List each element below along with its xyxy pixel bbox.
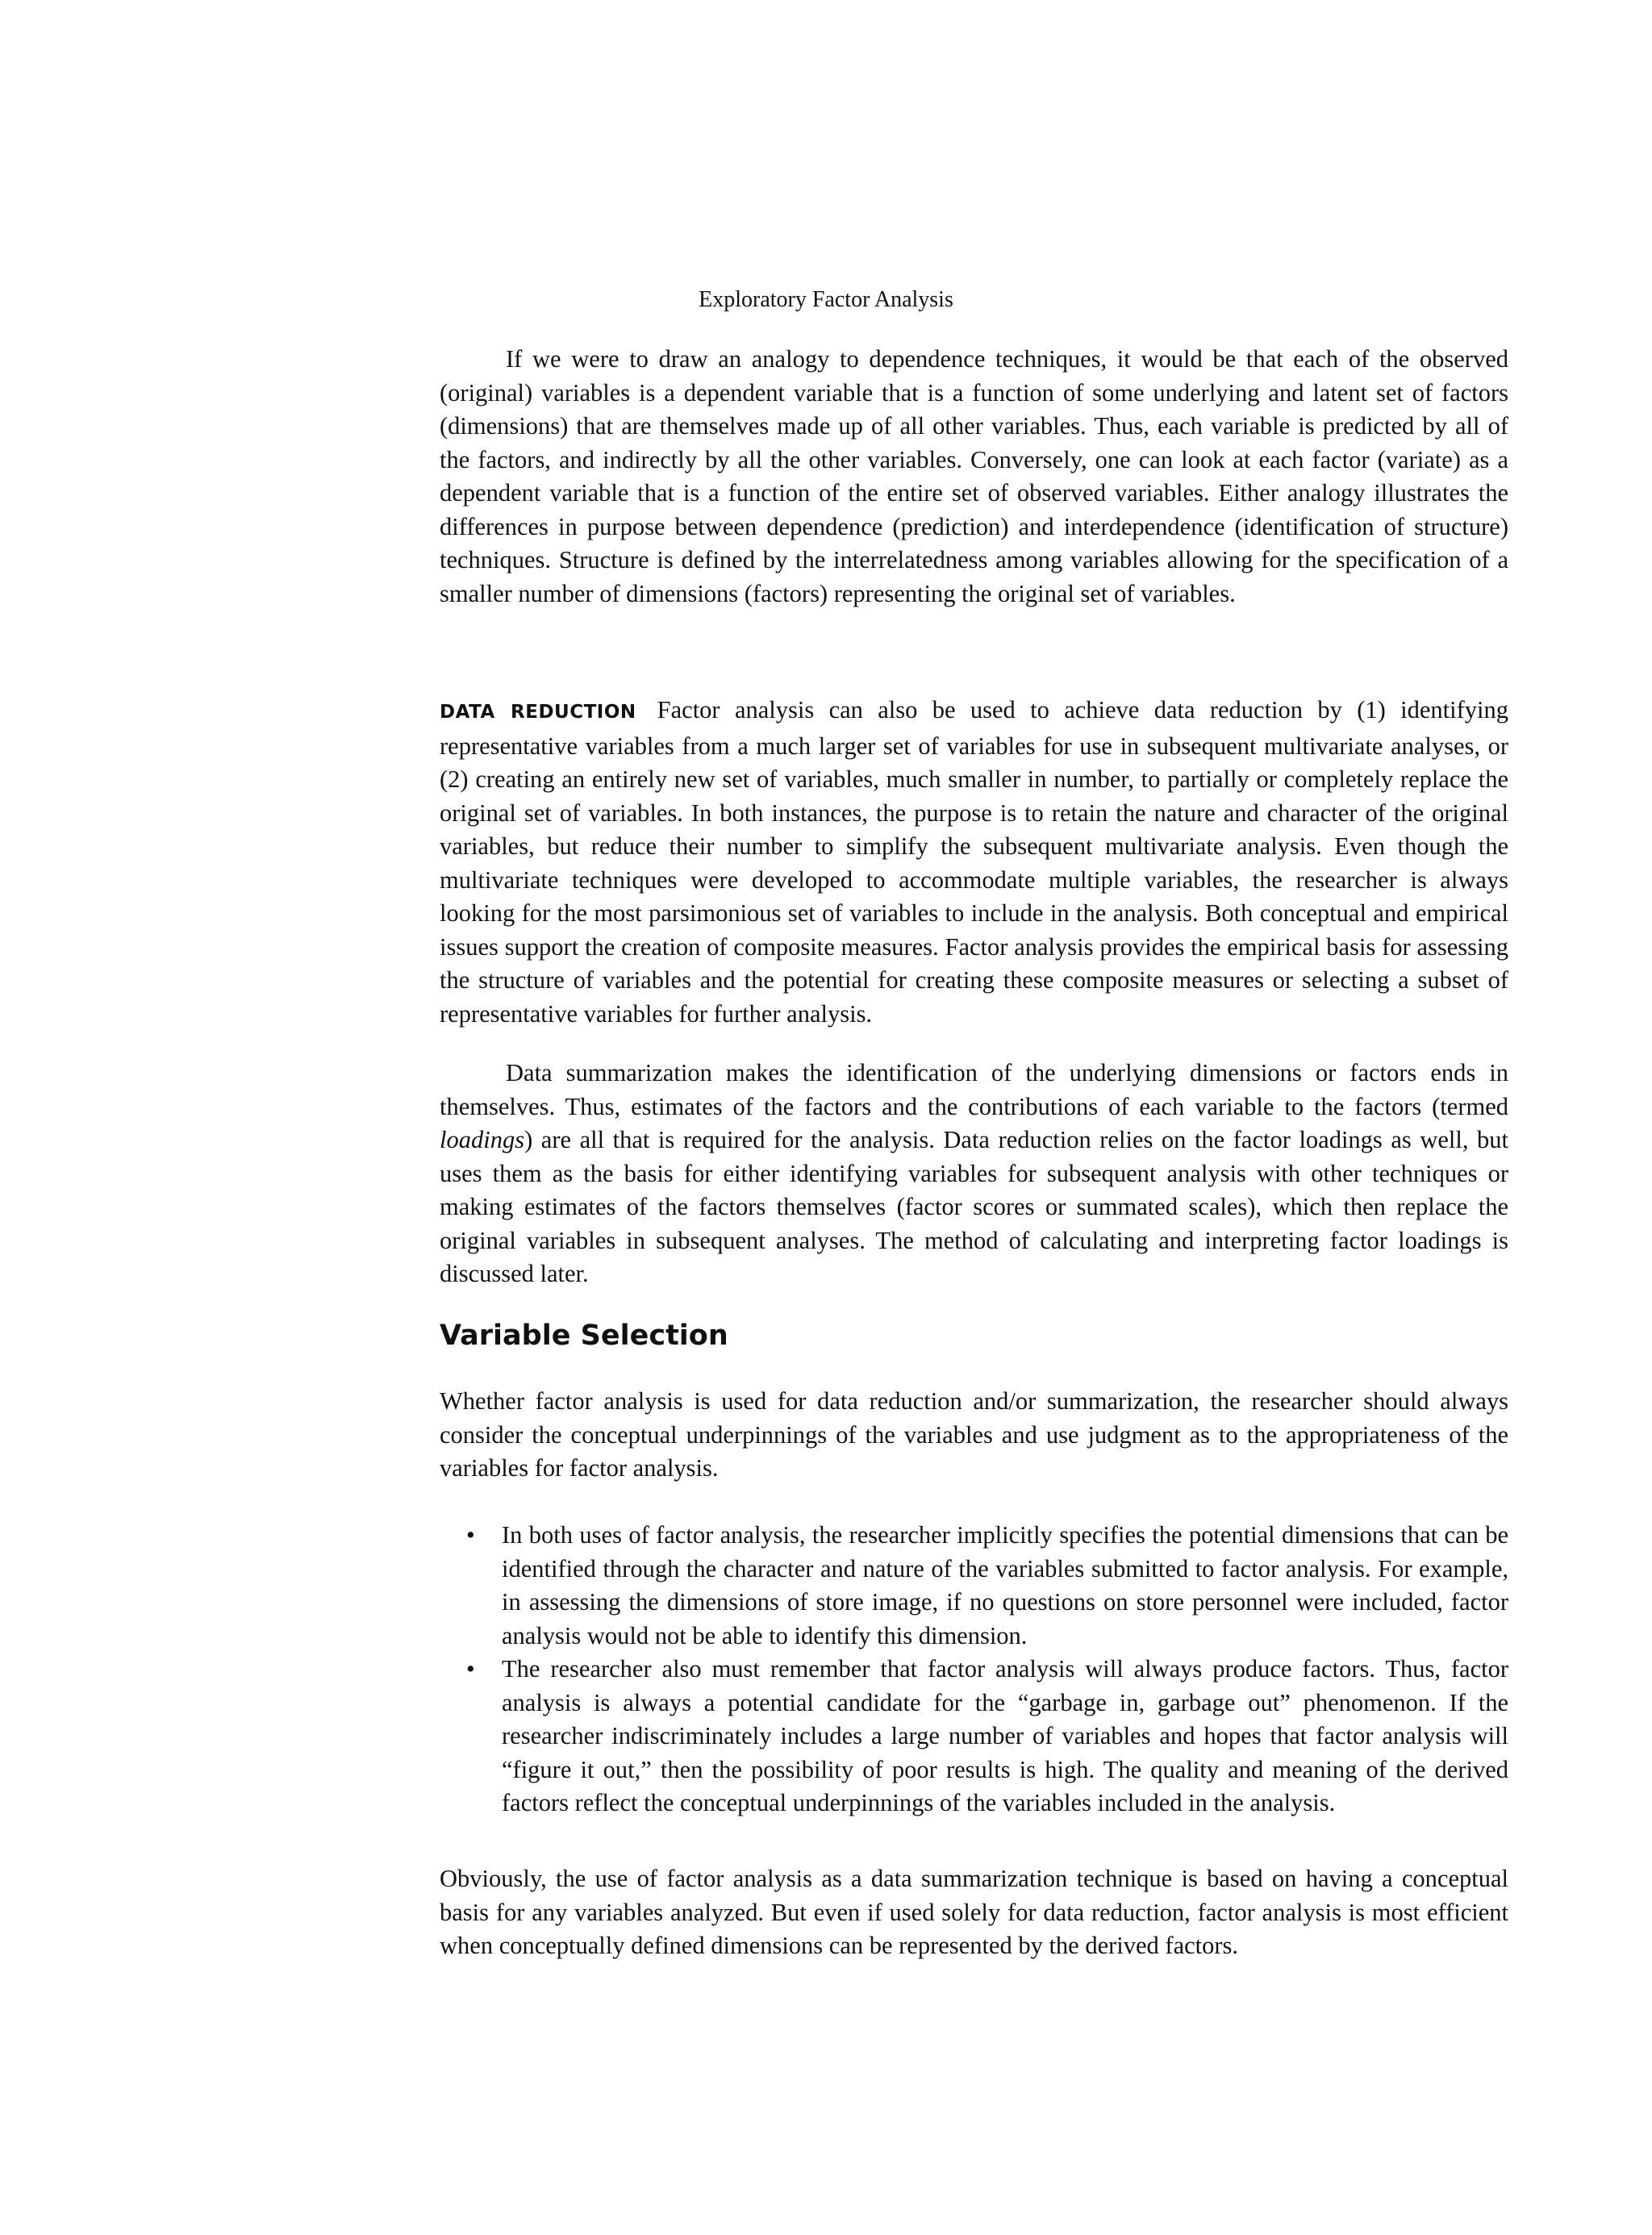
bullet-icon: • <box>466 1655 475 1683</box>
section-heading-variable-selection: Variable Selection <box>440 1320 728 1352</box>
paragraph-analogy: If we were to draw an analogy to dependence techniques, it would be that each of the observed (original) variables is a dependent variable that is a function of some underlying and latent set of factors (dimensions) that are themselves made up of all other variables. Thus, each variable is predicted by all of the factors, and indirectly by all the other variables. Conversely, one can look at each factor (variate) as a dependent variable that is a function of the entire set of observed variables. Either analogy illustrates the differences in purpose between dependence (prediction) and interdependence (identification of structure) techniques. Structure is defined by the interrelatedness among variables allowing for the specification of a smaller number of dimensions (factors) representing the original set of variables. <box>440 345 1508 607</box>
bullet-text: In both uses of factor analysis, the researcher implicitly specifies the potential dimensions that can be identified through the character and nature of the variables submitted to factor analysis. For example, in assessing the dimensions of store image, if no questions on store personnel were included, factor analysis would not be able to identify this dimension. <box>502 1521 1508 1649</box>
loadings-term: loadings <box>440 1126 525 1153</box>
paragraph-variable-selection: Whether factor analysis is used for data reduction and/or summarization, the researcher should always consider the conceptual underpinnings of the variables and use judgment as to the appropriateness of the variables for factor analysis. <box>440 1387 1508 1482</box>
bullet-text: The researcher also must remember that factor analysis will always produce factors. Thus, factor analysis is always a potential candidate for the “garbage in, garbage out” phenomenon. If the researcher indiscriminately includes a large number of variables and hopes that factor analysis will “figure it out,” then the possibility of poor results is high. The quality and meaning of the derived factors reflect the conceptual underpinnings of the variables included in the analysis. <box>502 1655 1508 1816</box>
list-item <box>466 1519 1508 1653</box>
summarization-text-b: ) are all that is required for the analysis. Data reduction relies on the factor loadings as well, but uses them as the basis for either identifying variables for subsequent analysis with other techniques or making estimates of the factors themselves (factor scores or summated scales), which then replace the original variables in subsequent analyses. The method of calculating and interpreting factor loadings is discussed later. <box>440 1126 1508 1287</box>
running-head: Exploratory Factor Analysis <box>699 287 953 312</box>
bullet-icon: • <box>466 1521 475 1549</box>
paragraph-data-reduction <box>440 694 1508 1031</box>
run-in-heading-data-reduction: DATA REDUCTION <box>440 702 636 723</box>
list-item <box>466 1653 1508 1820</box>
paragraph-data-summarization <box>440 1057 1508 1291</box>
summarization-text-a: Data summarization makes the identification of the underlying dimensions or factors ends in themselves. Thus, estimates of the factors and the contributions of each variable to the factors (termed <box>440 1059 1508 1120</box>
bullet-list <box>466 1519 1508 1820</box>
data-reduction-text: Factor analysis can also be used to achieve data reduction by (1) identifying representative variables from a much larger set of variables for use in subsequent multivariate analyses, or (2) creating an entirely new set of variables, much smaller in number, to partially or completely replace the original set of variables. In both instances, the purpose is to retain the nature and character of the original variables, but reduce their number to simplify the subsequent multivariate analysis. Even though the multivariate techniques were developed to accommodate multiple variables, the researcher is always looking for the most parsimonious set of variables to include in the analysis. Both conceptual and empirical issues support the creation of composite measures. Factor analysis provides the empirical basis for assessing the structure of variables and the potential for creating these composite measures or selecting a subset of representative variables for further analysis. <box>440 696 1508 1028</box>
paragraph-conclusion: Obviously, the use of factor analysis as a data summarization technique is based on having a conceptual basis for any variables analyzed. But even if used solely for data reduction, factor analysis is most efficient when conceptually defined dimensions can be represented by the derived factors. <box>440 1865 1508 1959</box>
